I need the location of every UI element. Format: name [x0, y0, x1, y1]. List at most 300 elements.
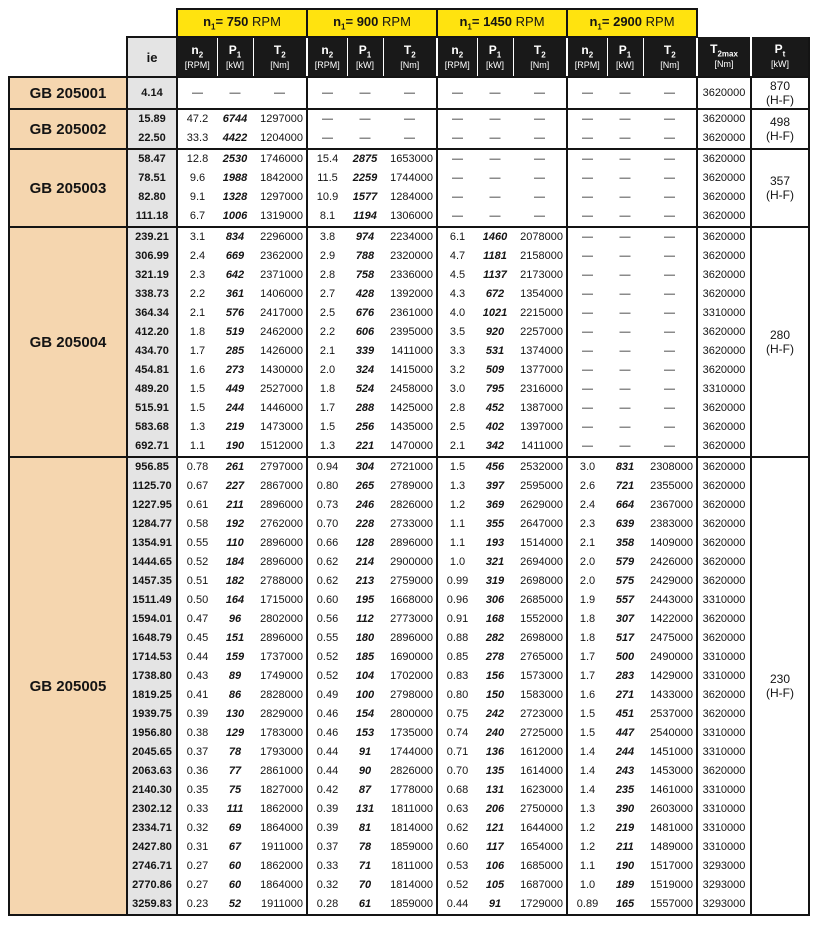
n2-cell: 3.0 [567, 457, 607, 477]
p1-cell: — [489, 210, 501, 222]
t2max-cell: 3620000 [697, 247, 751, 266]
p1-cell: 2875 [347, 149, 383, 169]
pt-note: (H-F) [766, 342, 794, 356]
t2-cell: 1489000 [650, 841, 693, 853]
pt-note: (H-F) [766, 93, 794, 107]
p1-cell: 339 [355, 345, 375, 357]
t2-cell: 1297000 [253, 109, 307, 129]
p1-cell: 664 [615, 499, 635, 511]
n2-cell: 2.4 [177, 247, 217, 266]
t2-cell: — [383, 77, 437, 109]
p1-cell: — [619, 440, 631, 452]
pt-cell [751, 149, 809, 227]
t2-cell: — [664, 326, 675, 338]
p1-cell: 240 [485, 727, 505, 739]
n2-cell: 0.52 [307, 667, 347, 686]
n2-cell: — [307, 109, 347, 129]
ie-cell: 2334.71 [127, 819, 177, 838]
ie-cell: 78.51 [127, 169, 177, 188]
p1-cell: 111 [226, 803, 244, 815]
n2-cell: 1.5 [177, 380, 217, 399]
n2-cell: 0.61 [177, 496, 217, 515]
t2-cell: 1284000 [390, 191, 433, 203]
blank-cell [9, 37, 127, 77]
t2-cell: — [664, 132, 675, 144]
p1-cell: — [619, 250, 631, 262]
t2max-cell: 3310000 [697, 667, 751, 686]
column-header-row [9, 37, 809, 77]
t2-cell: 1426000 [260, 345, 303, 357]
t2max-cell: 3620000 [697, 149, 751, 169]
p1-cell: 834 [217, 227, 253, 247]
data-row [9, 227, 809, 247]
n2-cell: 15.4 [307, 149, 347, 169]
n2-cell: — [567, 77, 607, 109]
t2-cell: 2603000 [650, 803, 693, 815]
t2-cell: 1481000 [650, 822, 693, 834]
data-row [9, 457, 809, 477]
n2-header: $n_2$ [RPM] [437, 37, 477, 77]
t2-cell: 1735000 [390, 727, 433, 739]
t2-cell: 1864000 [260, 879, 303, 891]
t2-cell: 2721000 [383, 457, 437, 477]
t2max-cell: 3293000 [697, 895, 751, 915]
t2-cell: 1429000 [650, 670, 693, 682]
n2-cell: 2.3 [567, 515, 607, 534]
t2-cell: 2296000 [253, 227, 307, 247]
t2-cell: 1644000 [520, 822, 563, 834]
n2-cell: 1.7 [567, 667, 607, 686]
data-row [9, 534, 809, 553]
ie-cell: 306.99 [127, 247, 177, 266]
t2-cell: — [643, 149, 697, 169]
p1-cell: 130 [225, 708, 245, 720]
t2-cell: 1702000 [390, 670, 433, 682]
p1-cell: 135 [485, 765, 505, 777]
n2-cell: 1.5 [437, 457, 477, 477]
t2-cell: — [643, 109, 697, 129]
p1-cell: 246 [355, 499, 375, 511]
p1-cell: 307 [615, 613, 635, 625]
p1-cell: — [607, 227, 643, 247]
p1-cell: 575 [615, 575, 635, 587]
p1-cell: 128 [355, 537, 375, 549]
n2-cell: 2.5 [437, 418, 477, 437]
n2-cell: 0.32 [177, 819, 217, 838]
t2-cell: 1473000 [260, 421, 303, 433]
n2-cell: 2.1 [307, 342, 347, 361]
t2-cell: 1612000 [520, 746, 563, 758]
n2-cell: 3.5 [437, 323, 477, 342]
ie-cell: 111.18 [127, 207, 177, 227]
p1-cell: 228 [355, 518, 375, 530]
t2-cell: 1864000 [260, 822, 303, 834]
p1-header: $P_1$ [kW] [607, 37, 643, 77]
p1-cell: 447 [615, 727, 635, 739]
p1-cell: 131 [485, 784, 505, 796]
p1-cell: 397 [485, 480, 505, 492]
p1-cell: 358 [615, 537, 635, 549]
t2-header: $T_2$ [Nm] [643, 37, 697, 77]
t2-cell: 2826000 [390, 499, 433, 511]
t2max-cell: 3620000 [697, 129, 751, 149]
n2-cell: 2.7 [307, 285, 347, 304]
p1-cell: 69 [228, 822, 242, 834]
n2-cell: 1.2 [567, 819, 607, 838]
t2-cell: 2762000 [260, 518, 303, 530]
t2-cell: 2829000 [260, 708, 303, 720]
t2-cell: 2257000 [520, 326, 563, 338]
p1-cell: 4422 [222, 132, 248, 144]
ie-cell: 4.14 [127, 77, 177, 109]
p1-cell: 151 [225, 632, 245, 644]
speed-header-1450: $n_1= 1450$ RPM [437, 9, 567, 37]
model-cell: GB 205001 [9, 77, 127, 109]
n2-cell: 0.66 [307, 534, 347, 553]
t2-cell: — [513, 109, 567, 129]
t2-cell: 2540000 [650, 727, 693, 739]
t2-cell: 1746000 [253, 149, 307, 169]
p1-cell: — [347, 77, 383, 109]
n2-cell: 0.60 [437, 838, 477, 857]
n2-cell: 1.1 [177, 437, 217, 457]
t2-cell: 2490000 [650, 651, 693, 663]
t2-cell: — [664, 364, 675, 376]
n2-cell: 2.0 [567, 572, 607, 591]
p1-cell: 211 [226, 499, 244, 511]
t2-cell: 2725000 [520, 727, 563, 739]
n2-cell: — [567, 129, 607, 149]
data-row [9, 876, 809, 895]
p1-cell: 449 [225, 383, 245, 395]
ie-cell: 82.80 [127, 188, 177, 207]
ie-cell: 2770.86 [127, 876, 177, 895]
data-row [9, 667, 809, 686]
n2-cell: 0.80 [437, 686, 477, 705]
p1-cell: 265 [355, 480, 375, 492]
p1-cell: 517 [615, 632, 635, 644]
p1-cell: 71 [358, 860, 372, 872]
p1-cell: 189 [615, 879, 635, 891]
data-row [9, 819, 809, 838]
t2max-cell: 3620000 [697, 418, 751, 437]
p1-cell: 509 [485, 364, 505, 376]
t2-cell: 1778000 [390, 784, 433, 796]
p1-cell: 242 [485, 708, 505, 720]
data-row [9, 304, 809, 323]
t2-cell: 1512000 [260, 440, 303, 452]
n2-cell: 0.56 [307, 610, 347, 629]
t2-cell: 2896000 [390, 632, 433, 644]
data-row [9, 648, 809, 667]
p1-cell: 758 [355, 269, 375, 281]
ie-cell: 1819.25 [127, 686, 177, 705]
data-row [9, 149, 809, 169]
p1-cell: 154 [355, 708, 375, 720]
t2max-cell: 3620000 [697, 109, 751, 129]
t2-cell: 1425000 [390, 402, 433, 414]
p1-cell: 221 [355, 440, 375, 452]
t2-cell: 1654000 [520, 841, 563, 853]
p1-cell: 184 [225, 556, 245, 568]
t2-cell: 1354000 [520, 288, 563, 300]
t2-cell: 2698000 [520, 575, 563, 587]
p1-cell: 1021 [482, 307, 508, 319]
t2-cell: 1811000 [390, 860, 433, 872]
p1-cell: 1328 [222, 191, 248, 203]
p1-cell: 110 [226, 537, 244, 549]
speed-header-2900: $n_1= 2900$ RPM [567, 9, 697, 37]
n2-cell: 1.1 [567, 857, 607, 876]
p1-cell: 452 [485, 402, 505, 414]
p1-cell: 428 [355, 288, 375, 300]
t2-cell: — [253, 77, 307, 109]
p1-cell: 195 [355, 594, 375, 606]
t2-cell: 1392000 [390, 288, 433, 300]
p1-cell: 243 [615, 765, 635, 777]
pt-note: (H-F) [766, 129, 794, 143]
n2-cell: — [567, 342, 607, 361]
t2-cell: 1433000 [650, 689, 693, 701]
data-row [9, 496, 809, 515]
t2max-cell: 3620000 [697, 762, 751, 781]
t2-cell: 1653000 [383, 149, 437, 169]
t2-cell: — [643, 227, 697, 247]
n2-cell: 0.94 [307, 457, 347, 477]
n2-cell: 0.41 [177, 686, 217, 705]
n2-cell: 0.28 [307, 895, 347, 915]
ie-cell: 412.20 [127, 323, 177, 342]
p1-cell: 165 [607, 895, 643, 915]
t2max-cell: 3620000 [697, 266, 751, 285]
ie-cell: 583.68 [127, 418, 177, 437]
t2-cell: 1519000 [650, 879, 693, 891]
t2-cell: — [664, 172, 675, 184]
p1-cell: 206 [485, 803, 505, 815]
p1-cell: 831 [607, 457, 643, 477]
t2-cell: 1461000 [650, 784, 693, 796]
n2-cell: 1.8 [567, 629, 607, 648]
n2-cell: 2.1 [567, 534, 607, 553]
data-row [9, 361, 809, 380]
p1-cell: — [477, 77, 513, 109]
n2-cell: 1.2 [437, 496, 477, 515]
ie-cell: 1714.53 [127, 648, 177, 667]
gearbox-ratings-table [8, 8, 810, 916]
n2-cell: 0.39 [307, 819, 347, 838]
t2-header: $T_2$ [Nm] [383, 37, 437, 77]
t2-cell: 1690000 [390, 651, 433, 663]
n2-cell: 1.7 [177, 342, 217, 361]
ie-cell: 1738.80 [127, 667, 177, 686]
t2max-cell: 3620000 [697, 285, 751, 304]
n2-cell: — [437, 169, 477, 188]
p1-cell: 213 [355, 575, 375, 587]
t2-cell: 1319000 [260, 210, 303, 222]
pt-value: 498 [769, 114, 791, 129]
n2-cell: 0.27 [177, 857, 217, 876]
p1-cell: 321 [485, 556, 505, 568]
p1-cell: — [619, 307, 631, 319]
p1-cell: — [619, 383, 631, 395]
t2-cell: 1911000 [260, 841, 303, 853]
t2-cell: 2896000 [260, 499, 303, 511]
p1-cell: 81 [358, 822, 372, 834]
data-row [9, 399, 809, 418]
p1-cell: 121 [485, 822, 505, 834]
ie-cell: 1594.01 [127, 610, 177, 629]
p1-cell: 60 [228, 879, 242, 891]
n2-cell: 0.62 [307, 553, 347, 572]
p1-cell: 87 [358, 784, 372, 796]
n2-cell: 0.42 [307, 781, 347, 800]
n2-cell: 0.78 [177, 457, 217, 477]
data-row [9, 629, 809, 648]
n2-cell: 1.9 [567, 591, 607, 610]
n2-cell: 0.53 [437, 857, 477, 876]
p1-cell: 129 [225, 727, 245, 739]
p1-cell: 451 [615, 708, 635, 720]
ie-cell: 515.91 [127, 399, 177, 418]
t2-cell: 2527000 [260, 383, 303, 395]
n2-cell: 0.96 [437, 591, 477, 610]
n2-cell: 2.8 [307, 266, 347, 285]
t2max-cell: 3620000 [697, 629, 751, 648]
data-row [9, 553, 809, 572]
n2-cell: 12.8 [177, 149, 217, 169]
t2-cell: 2395000 [390, 326, 433, 338]
n2-cell: — [177, 77, 217, 109]
p1-cell: 531 [485, 345, 505, 357]
n2-cell: 0.32 [307, 876, 347, 895]
n2-cell: 2.5 [307, 304, 347, 323]
p1-cell: 104 [355, 670, 375, 682]
data-row [9, 743, 809, 762]
p1-cell: 52 [217, 895, 253, 915]
data-row [9, 686, 809, 705]
n2-cell: — [437, 129, 477, 149]
p1-cell: 1577 [352, 191, 378, 203]
p1-cell: 500 [615, 651, 635, 663]
t2-cell: — [664, 191, 675, 203]
t2max-cell: 3293000 [697, 857, 751, 876]
t2-cell: 2685000 [520, 594, 563, 606]
p1-cell: 180 [355, 632, 375, 644]
n2-cell: 0.75 [437, 705, 477, 724]
p1-cell: 369 [485, 499, 505, 511]
n2-cell: — [567, 418, 607, 437]
t2max-cell: 3310000 [697, 743, 751, 762]
t2-cell: — [664, 421, 675, 433]
t2max-cell: 3620000 [697, 207, 751, 227]
t2-cell: 1827000 [260, 784, 303, 796]
t2max-cell: 3620000 [697, 705, 751, 724]
t2-cell: 2750000 [520, 803, 563, 815]
t2-cell: 2861000 [260, 765, 303, 777]
n2-cell: 1.5 [307, 418, 347, 437]
t2-cell: 1687000 [520, 879, 563, 891]
t2-cell: 2336000 [390, 269, 433, 281]
p1-cell: 150 [485, 689, 505, 701]
n2-cell: — [567, 227, 607, 247]
data-row [9, 266, 809, 285]
p1-cell: 256 [355, 421, 375, 433]
t2-cell: 1685000 [520, 860, 563, 872]
n2-cell: 0.38 [177, 724, 217, 743]
ie-cell: 2302.12 [127, 800, 177, 819]
pt-header: $P_t$ [kW] [751, 37, 809, 77]
p1-cell: 1137 [483, 269, 507, 281]
n2-cell: 0.52 [437, 876, 477, 895]
n2-cell: 0.37 [307, 838, 347, 857]
t2-cell: 2361000 [390, 307, 433, 319]
pt-cell [751, 109, 809, 149]
t2-cell: 2773000 [390, 613, 433, 625]
p1-cell: 219 [615, 822, 635, 834]
n2-cell: — [437, 207, 477, 227]
n2-cell: 0.43 [177, 667, 217, 686]
ie-cell: 1511.49 [127, 591, 177, 610]
n2-cell: — [567, 380, 607, 399]
p1-cell: 355 [485, 518, 505, 530]
t2max-cell: 3310000 [697, 819, 751, 838]
n2-cell: — [567, 266, 607, 285]
t2max-cell: 3620000 [697, 457, 751, 477]
data-row [9, 342, 809, 361]
t2-cell: 2788000 [260, 575, 303, 587]
p1-cell: — [619, 172, 631, 184]
data-row [9, 705, 809, 724]
t2-cell: 1552000 [520, 613, 563, 625]
p1-cell: 105 [485, 879, 505, 891]
n2-cell: 0.55 [177, 534, 217, 553]
n2-cell: 4.3 [437, 285, 477, 304]
n2-cell: — [567, 285, 607, 304]
p1-cell: 100 [355, 689, 375, 701]
t2-cell: — [534, 132, 545, 144]
t2-cell: 2158000 [520, 250, 563, 262]
n2-cell: 0.73 [307, 496, 347, 515]
p1-cell: — [619, 269, 631, 281]
p1-cell: 244 [225, 402, 245, 414]
t2-cell: 1811000 [390, 803, 433, 815]
t2-cell: 1397000 [520, 421, 563, 433]
n2-cell: 10.9 [307, 188, 347, 207]
p1-cell: 390 [615, 803, 635, 815]
n2-cell: 1.4 [567, 743, 607, 762]
data-row [9, 380, 809, 399]
t2-cell: 1859000 [383, 895, 437, 915]
n2-cell: 1.3 [307, 437, 347, 457]
n2-cell: 0.52 [177, 553, 217, 572]
p1-cell: 2259 [352, 172, 378, 184]
p1-cell: 156 [485, 670, 505, 682]
n2-cell: 0.63 [437, 800, 477, 819]
p1-cell: 6744 [217, 109, 253, 129]
p1-cell: 795 [485, 383, 505, 395]
p1-cell: 1988 [222, 172, 248, 184]
n2-cell: 2.8 [437, 399, 477, 418]
p1-cell: 361 [225, 288, 245, 300]
t2-cell: 1406000 [260, 288, 303, 300]
n2-cell: 6.7 [177, 207, 217, 227]
p1-cell: — [347, 109, 383, 129]
t2max-cell: 3620000 [697, 686, 751, 705]
t2-cell: 2320000 [390, 250, 433, 262]
n2-cell: 2.1 [177, 304, 217, 323]
p1-cell: 112 [356, 613, 374, 625]
p1-cell: 136 [485, 746, 505, 758]
